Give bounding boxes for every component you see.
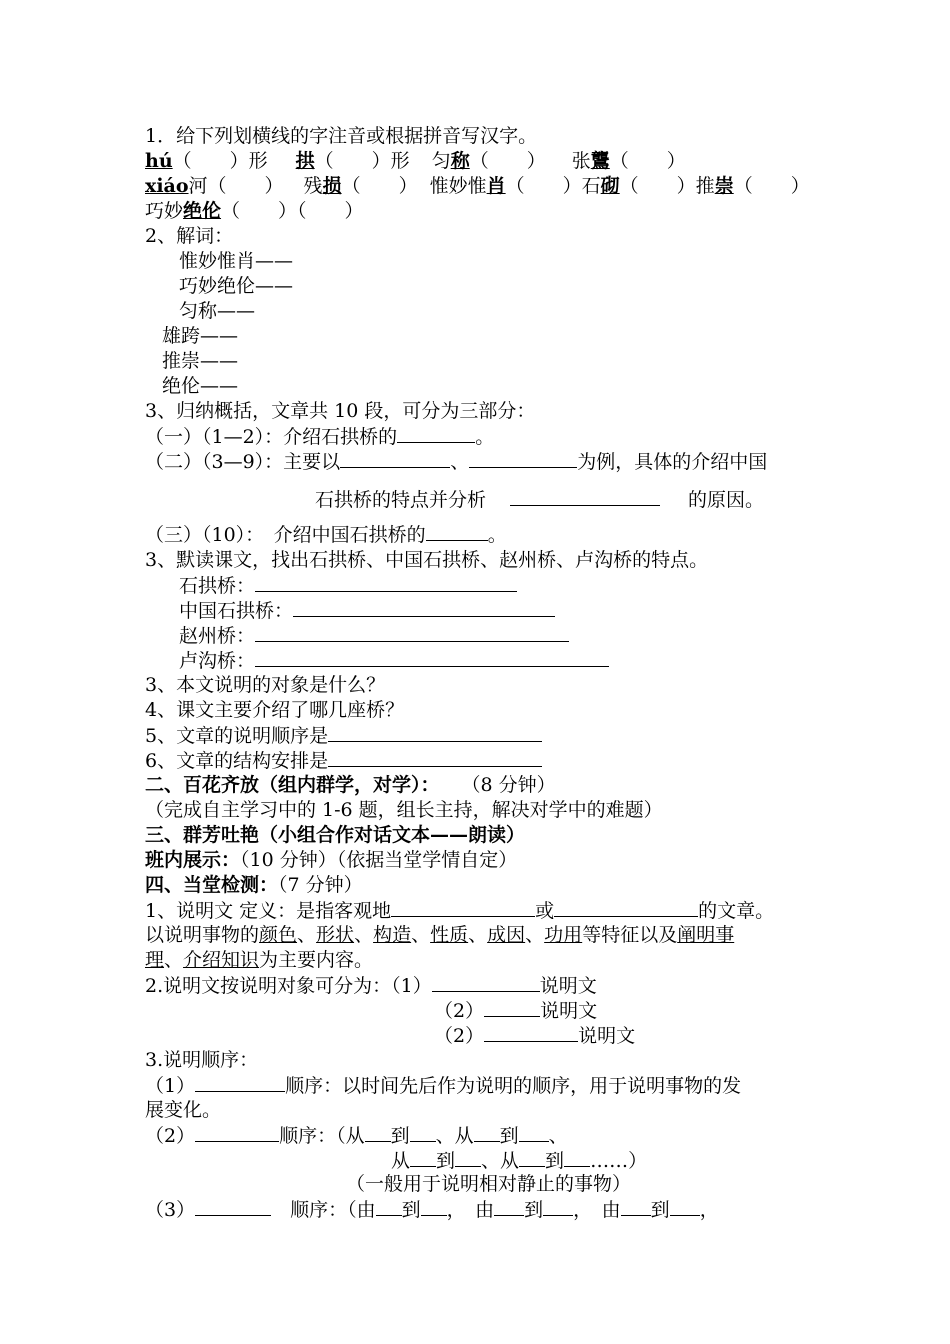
q1-title: 1．给下列划横线的字注音或根据拼音写汉字。: [145, 125, 538, 147]
q3b-item: 石拱桥：: [179, 573, 517, 598]
char-gong: 拱: [295, 150, 315, 172]
answer-blank[interactable]: [510, 487, 660, 506]
answer-blank[interactable]: [397, 424, 475, 443]
c2-line3: （2） 说明文: [434, 1025, 636, 1047]
section3-heading: 三、群芳吐艳（小组合作对话文本——朗读）: [145, 824, 526, 846]
answer-blank[interactable]: [455, 1148, 481, 1167]
answer-blank[interactable]: [195, 1197, 271, 1216]
q3-part3: （三）（10）： 介绍中国石拱桥的 。: [145, 524, 507, 546]
answer-blank[interactable]: [391, 898, 535, 917]
answer-blank[interactable]: [365, 1123, 391, 1142]
pinyin-hu: hú: [145, 150, 173, 172]
c3-s1: （1） 顺序：以时间先后作为说明的顺序，用于说明事物的发: [145, 1075, 742, 1097]
c3-s3: （3） 顺序：（由 到 ， 由 到 ， 由 到 ，: [145, 1199, 719, 1221]
q1-row2: xiáo河（ ） 残损（ ） 惟妙惟肖（ ）石砌（ ）推崇（ ）: [145, 175, 810, 197]
answer-blank[interactable]: [421, 1197, 447, 1216]
q1-row3: 巧妙绝伦（ ）（ ）: [145, 200, 364, 222]
answer-blank[interactable]: [410, 1148, 436, 1167]
answer-blank[interactable]: [255, 648, 609, 667]
c3-s2-cont: 从 到 、从 到 ……）: [391, 1150, 648, 1172]
char-cheng: 称: [450, 150, 470, 172]
pinyin-xiao: xiáo: [145, 175, 189, 197]
q4: 4、课文主要介绍了哪几座桥？: [145, 699, 405, 721]
answer-blank[interactable]: [328, 723, 542, 742]
answer-blank[interactable]: [621, 1197, 651, 1216]
c3-s2: （2） 顺序：（从 到 、从 到 、: [145, 1125, 568, 1147]
answer-blank[interactable]: [474, 1123, 500, 1142]
answer-blank[interactable]: [484, 1023, 578, 1042]
q2-item: 巧妙绝伦——: [179, 275, 294, 297]
answer-blank[interactable]: [469, 449, 577, 468]
answer-blank[interactable]: [255, 623, 569, 642]
answer-blank[interactable]: [195, 1123, 279, 1142]
section2-desc: （完成自主学习中的 1-6 题，组长主持，解决对学中的难题）: [145, 799, 663, 821]
q1-row1: hú（ ）形 拱（ ）形 匀称（ ） 张鸗（ ）: [145, 150, 686, 172]
answer-blank[interactable]: [543, 1197, 573, 1216]
q6: 6、文章的结构安排是: [145, 748, 542, 773]
q2-item: 匀称——: [179, 300, 256, 322]
char-qi: 砌: [600, 175, 620, 197]
q3c: 3、本文说明的对象是什么？: [145, 674, 386, 696]
section4-heading: 四、当堂检测：（7 分钟）: [145, 874, 363, 896]
section3-show: 班内展示：（10 分钟）（依据当堂学情自定）: [145, 849, 518, 871]
answer-blank[interactable]: [376, 1197, 402, 1216]
q2-item: 绝伦——: [162, 375, 239, 397]
char-chong: 崇: [714, 175, 734, 197]
c1-line1: 1、说明文 定义：是指客观地 或 的文章。: [145, 900, 775, 922]
q3-title: 3、归纳概括，文章共 10 段，可分为三部分：: [145, 400, 536, 422]
c1-line3: 理、介绍知识为主要内容。: [145, 949, 374, 971]
answer-blank[interactable]: [195, 1073, 285, 1092]
q3-part2-cont: 石拱桥的特点并分析 的原因。: [315, 489, 765, 511]
c3-s1-cont: 展变化。: [145, 1099, 222, 1121]
q3b-item: 赵州桥：: [179, 623, 569, 648]
q3-part1: （一）（1—2）：介绍石拱桥的 。: [145, 426, 495, 448]
c2-line1: 2.说明文按说明对象可分为：（1） 说明文: [145, 975, 597, 997]
answer-blank[interactable]: [328, 748, 542, 767]
char-xiao: 肖: [486, 175, 506, 197]
c2-line2: （2） 说明文: [434, 1000, 598, 1022]
answer-blank[interactable]: [670, 1197, 700, 1216]
answer-blank[interactable]: [564, 1148, 590, 1167]
q3-part2: （二）（3—9）：主要以 、 为例，具体的介绍中国: [145, 451, 768, 473]
answer-blank[interactable]: [519, 1123, 549, 1142]
q5: 5、文章的说明顺序是: [145, 723, 542, 748]
answer-blank[interactable]: [432, 973, 540, 992]
answer-blank[interactable]: [426, 522, 488, 541]
char-long: 鸗: [590, 150, 610, 172]
section2-heading: 二、百花齐放（组内群学，对学）： （8 分钟）: [145, 774, 556, 796]
q3b-item: 卢沟桥：: [179, 648, 609, 673]
q3b-title: 3、默读课文，找出石拱桥、中国石拱桥、赵州桥、卢沟桥的特点。: [145, 549, 709, 571]
answer-blank[interactable]: [494, 1197, 524, 1216]
q2-item: 推崇——: [162, 350, 239, 372]
char-sun: 损: [322, 175, 342, 197]
answer-blank[interactable]: [410, 1123, 436, 1142]
q3b-item: 中国石拱桥：: [179, 598, 555, 623]
word-juelun: 绝伦: [183, 200, 222, 222]
answer-blank[interactable]: [519, 1148, 545, 1167]
answer-blank[interactable]: [340, 449, 450, 468]
answer-blank[interactable]: [293, 598, 555, 617]
answer-blank[interactable]: [255, 573, 517, 592]
c3-s2-note: （一般用于说明相对静止的事物）: [346, 1173, 632, 1195]
c3-title: 3.说明顺序：: [145, 1049, 259, 1071]
c1-line2: 以说明事物的颜色、形状、构造、性质、成因、功用等特征以及阐明事: [145, 924, 735, 946]
q2-title: 2、解词：: [145, 225, 234, 247]
q2-item: 惟妙惟肖——: [179, 250, 294, 272]
q2-item: 雄跨——: [162, 325, 239, 347]
answer-blank[interactable]: [484, 998, 540, 1017]
answer-blank[interactable]: [554, 898, 698, 917]
